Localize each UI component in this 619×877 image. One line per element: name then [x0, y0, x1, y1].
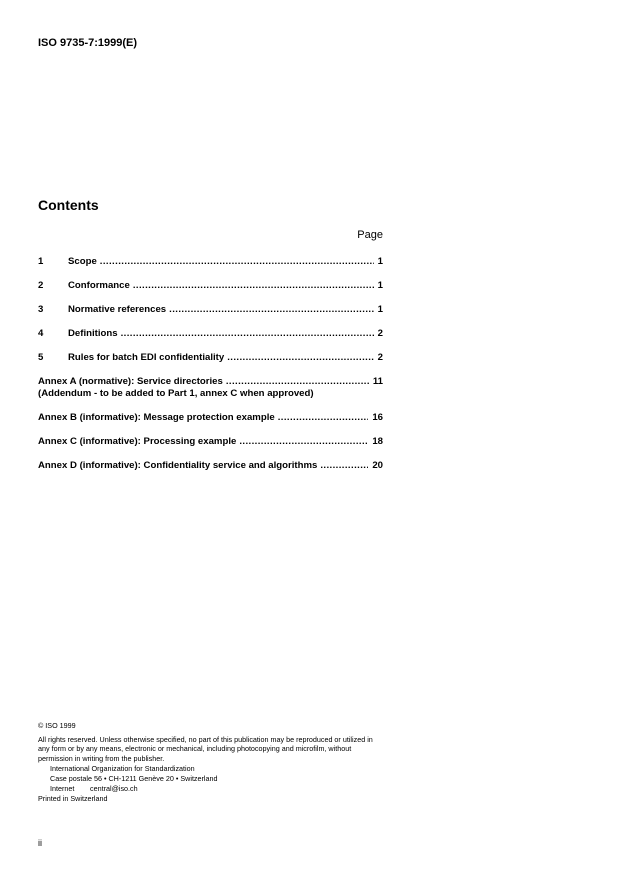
publisher-address — [38, 764, 388, 793]
toc-entry-annex-d[interactable] — [38, 460, 383, 472]
toc-entry-title: Annex D (informative): Confidentiality service and algorithms — [38, 460, 318, 471]
toc-entry-number: 1 — [38, 256, 44, 267]
toc-leader-dots — [227, 352, 373, 364]
page-number: ii — [38, 838, 42, 848]
copyright-footer — [38, 721, 388, 804]
internet-contact — [50, 784, 388, 794]
toc-leader-dots — [239, 436, 368, 448]
toc-leader-dots — [169, 304, 374, 316]
toc-entry-annex-b[interactable] — [38, 412, 383, 424]
toc-entry-page: 2 — [377, 352, 383, 363]
toc-leader-dots — [226, 376, 369, 388]
toc-entry[interactable] — [38, 280, 383, 292]
toc-leader-dots — [278, 412, 369, 424]
toc-entry-title: Annex B (informative): Message protection example — [38, 412, 275, 423]
toc-entry-page: 1 — [377, 304, 383, 315]
toc-entry-title: Conformance — [68, 280, 130, 291]
toc-entry-number: 2 — [38, 280, 44, 291]
toc-entry-subtitle: (Addendum - to be added to Part 1, annex C when approved) — [38, 388, 314, 399]
toc-entry-title: Annex C (informative): Processing example — [38, 436, 237, 447]
toc-entry[interactable] — [38, 328, 383, 340]
toc-entry-title: Annex A (normative): Service directories — [38, 376, 223, 387]
toc-entry-page: 1 — [377, 280, 383, 291]
toc-entry-title: Normative references — [68, 304, 167, 315]
toc-entry-title: Scope — [68, 256, 97, 267]
toc-leader-dots — [100, 256, 374, 268]
toc-entry-page: 16 — [372, 412, 383, 423]
toc-entry[interactable] — [38, 256, 383, 268]
page-column-label: Page — [357, 229, 383, 241]
toc-entry[interactable] — [38, 352, 383, 364]
toc-leader-dots — [133, 280, 374, 292]
table-of-contents — [38, 256, 383, 472]
toc-entry-page: 20 — [372, 460, 383, 471]
internet-email[interactable]: central@iso.ch — [90, 783, 138, 793]
toc-entry-number: 5 — [38, 352, 44, 363]
toc-entry[interactable] — [38, 304, 383, 316]
contents-heading: Contents — [38, 197, 99, 213]
copyright-notice: © ISO 1999 — [38, 721, 76, 730]
printed-in: Printed in Switzerland — [38, 794, 108, 804]
toc-entry-number: 3 — [38, 304, 44, 315]
toc-entry-title: Rules for batch EDI confidentiality — [68, 352, 225, 363]
toc-entry-annex-a[interactable] — [38, 376, 383, 388]
toc-entry-number: 4 — [38, 328, 44, 339]
rights-statement: All rights reserved. Unless otherwise specified, no part of this publication may be reproduced or utilized in any form or by any means, electronic or mechanical, including photocopying and microfilm, without permission in writing from the publisher. — [38, 734, 373, 763]
toc-leader-dots — [121, 328, 374, 340]
toc-entry-page: 18 — [372, 436, 383, 447]
internet-label: Internet — [50, 783, 75, 793]
toc-entry-page: 1 — [377, 256, 383, 267]
toc-entry-title: Definitions — [68, 328, 118, 339]
document-id: ISO 9735-7:1999(E) — [38, 37, 138, 49]
toc-entry-page: 2 — [377, 328, 383, 339]
postal-address: Case postale 56 • CH-1211 Genève 20 • Switzerland — [50, 773, 218, 783]
organization-name: International Organization for Standardization — [50, 764, 195, 774]
toc-entry-page: 11 — [372, 376, 383, 387]
toc-entry-annex-c[interactable] — [38, 436, 383, 448]
toc-leader-dots — [320, 460, 368, 472]
